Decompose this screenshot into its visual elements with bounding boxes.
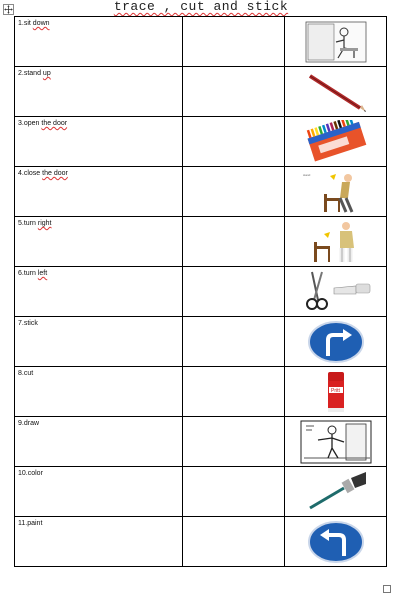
spellcheck-flagged-word: right bbox=[37, 220, 52, 227]
phrase-text bbox=[15, 17, 182, 27]
man-opening-door-picture bbox=[285, 420, 386, 464]
row-number: 10. bbox=[18, 470, 28, 477]
phrase-cell[interactable] bbox=[15, 117, 183, 167]
person-sitting-down-picture bbox=[285, 220, 386, 264]
table-row bbox=[15, 467, 387, 517]
phrase-word: open bbox=[23, 120, 42, 127]
phrase-text bbox=[15, 467, 182, 477]
phrase-text bbox=[15, 217, 182, 227]
phrase-word: turn bbox=[23, 270, 38, 277]
phrase-word: close bbox=[23, 170, 43, 177]
phrase-text bbox=[15, 417, 182, 427]
phrase-cell[interactable] bbox=[15, 317, 183, 367]
table-row bbox=[15, 517, 387, 567]
spellcheck-flagged-word: left bbox=[37, 270, 48, 277]
table-row bbox=[15, 67, 387, 117]
phrase-cell[interactable] bbox=[15, 217, 183, 267]
row-number: 8. bbox=[18, 370, 24, 377]
blank-cell[interactable] bbox=[183, 267, 285, 317]
picture-cell[interactable] bbox=[285, 167, 387, 217]
picture-cell[interactable] bbox=[285, 67, 387, 117]
blank-cell[interactable] bbox=[183, 467, 285, 517]
picture-cell[interactable] bbox=[285, 467, 387, 517]
blank-cell[interactable] bbox=[183, 117, 285, 167]
table-row bbox=[15, 367, 387, 417]
blank-cell[interactable] bbox=[183, 67, 285, 117]
phrase-text bbox=[15, 267, 182, 277]
phrase-text bbox=[15, 317, 182, 327]
table-row bbox=[15, 267, 387, 317]
phrase-text bbox=[15, 67, 182, 77]
table-row bbox=[15, 17, 387, 67]
phrase-word: sit bbox=[23, 20, 33, 27]
colored-pencils-box-picture bbox=[285, 120, 386, 164]
phrase-text bbox=[15, 517, 182, 527]
table-row bbox=[15, 417, 387, 467]
picture-cell[interactable] bbox=[285, 317, 387, 367]
phrase-cell[interactable] bbox=[15, 67, 183, 117]
row-number: 5. bbox=[18, 220, 24, 227]
picture-cell[interactable] bbox=[285, 267, 387, 317]
phrase-word: paint bbox=[27, 520, 43, 527]
row-number: 2. bbox=[18, 70, 24, 77]
worksheet-table bbox=[14, 16, 387, 567]
phrase-word: stick bbox=[23, 320, 38, 327]
phrase-cell[interactable] bbox=[15, 517, 183, 567]
paint-brush-picture bbox=[285, 470, 386, 514]
worksheet-title: trace , cut and stick bbox=[113, 0, 289, 14]
row-number: 6. bbox=[18, 270, 24, 277]
row-number: 1. bbox=[18, 20, 24, 27]
spellcheck-flagged-word: down bbox=[32, 20, 50, 27]
pencil-picture bbox=[285, 70, 386, 114]
table-row bbox=[15, 217, 387, 267]
phrase-cell[interactable] bbox=[15, 417, 183, 467]
row-number: 7. bbox=[18, 320, 24, 327]
svg-text:Pritt: Pritt bbox=[330, 388, 340, 394]
glue-stick-picture bbox=[285, 370, 386, 414]
man-sitting-at-door-picture bbox=[285, 20, 386, 64]
row-number: 4. bbox=[18, 170, 24, 177]
row-number: 9. bbox=[18, 420, 24, 427]
picture-cell[interactable] bbox=[285, 117, 387, 167]
picture-cell[interactable] bbox=[285, 367, 387, 417]
phrase-cell[interactable] bbox=[15, 17, 183, 67]
phrase-word: cut bbox=[23, 370, 34, 377]
phrase-word: draw bbox=[23, 420, 40, 427]
svg-text:stand: stand bbox=[302, 173, 310, 177]
picture-cell[interactable] bbox=[285, 217, 387, 267]
blank-cell[interactable] bbox=[183, 217, 285, 267]
phrase-cell[interactable] bbox=[15, 367, 183, 417]
scissors-and-knife-picture bbox=[285, 270, 386, 314]
turn-right-sign-picture bbox=[285, 320, 386, 364]
picture-cell[interactable] bbox=[285, 517, 387, 567]
phrase-text bbox=[15, 167, 182, 177]
turn-left-sign-picture bbox=[285, 520, 386, 564]
phrase-text bbox=[15, 367, 182, 377]
spellcheck-flagged-word: up bbox=[42, 70, 51, 77]
phrase-text bbox=[15, 117, 182, 127]
table-resize-handle[interactable] bbox=[383, 585, 391, 593]
spellcheck-flagged-word: the door bbox=[42, 170, 68, 177]
blank-cell[interactable] bbox=[183, 517, 285, 567]
row-number: 11. bbox=[18, 520, 28, 527]
table-row bbox=[15, 317, 387, 367]
phrase-cell[interactable] bbox=[15, 467, 183, 517]
phrase-cell[interactable] bbox=[15, 267, 183, 317]
table-row bbox=[15, 167, 387, 217]
blank-cell[interactable] bbox=[183, 167, 285, 217]
table-row bbox=[15, 117, 387, 167]
person-standing-up-from-chair-picture bbox=[285, 170, 386, 214]
phrase-cell[interactable] bbox=[15, 167, 183, 217]
picture-cell[interactable] bbox=[285, 417, 387, 467]
phrase-word: stand bbox=[23, 70, 43, 77]
picture-cell[interactable] bbox=[285, 17, 387, 67]
phrase-word: turn bbox=[23, 220, 38, 227]
spellcheck-flagged-word: the door bbox=[41, 120, 68, 127]
row-number: 3. bbox=[18, 120, 24, 127]
phrase-word: color bbox=[27, 470, 43, 477]
blank-cell[interactable] bbox=[183, 17, 285, 67]
blank-cell[interactable] bbox=[183, 317, 285, 367]
blank-cell[interactable] bbox=[183, 417, 285, 467]
blank-cell[interactable] bbox=[183, 367, 285, 417]
